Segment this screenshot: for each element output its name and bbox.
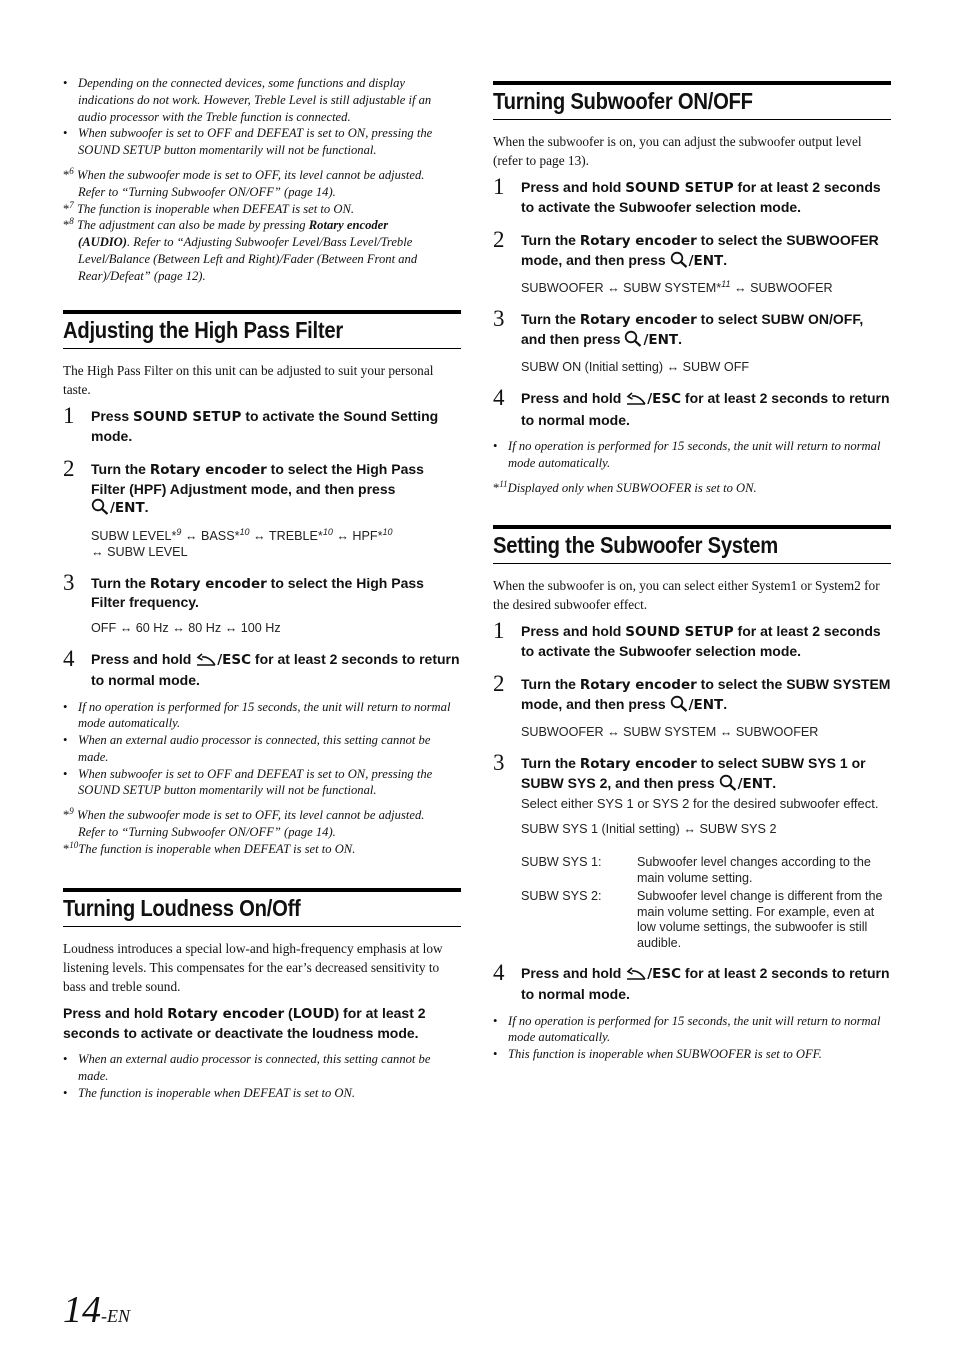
text: Turn the	[521, 755, 580, 771]
footnote-8-cont	[63, 234, 463, 284]
text: .	[723, 251, 728, 268]
section-subwoofer-system	[493, 525, 891, 1063]
footnote-mark-6: 6	[69, 165, 74, 176]
list-item: • When an external audio processor is connected, this setting cannot be made.	[63, 732, 461, 766]
arrow-icon: ↔	[253, 528, 266, 543]
mode-flow	[521, 724, 891, 740]
step-2	[493, 227, 891, 296]
text: Press and hold	[521, 623, 626, 639]
text: for at least 2 seconds to activate the Subwoofer selection mode.	[521, 623, 881, 659]
section-title: Turning Subwoofer ON/OFF	[493, 88, 753, 114]
flow-item: TREBLE*	[268, 528, 323, 543]
list-item: • When an external audio processor is connected, this setting cannot be made.	[63, 1051, 461, 1085]
page-number-value: 14	[63, 1289, 101, 1331]
return-icon	[625, 392, 647, 411]
text: to select SUBW ON/OFF, and then press	[521, 311, 864, 347]
flow-item: SUBW ON (Initial setting)	[521, 360, 664, 374]
search-icon	[624, 330, 643, 352]
section-high-pass-filter	[63, 310, 461, 858]
text: for at least 2 seconds to activate the Subwoofer selection mode.	[521, 179, 881, 215]
section-header	[493, 81, 891, 120]
table-key: SUBW SYS 1:	[521, 855, 602, 869]
footnote-bold: (AUDIO)	[78, 235, 127, 250]
step-3	[63, 569, 461, 636]
search-icon	[670, 695, 689, 717]
step-text	[91, 407, 461, 445]
flow-sup: 10	[322, 526, 333, 537]
text: Press and hold	[91, 650, 196, 667]
flow-item: SUBWOOFER	[521, 281, 604, 295]
step-number: 3	[493, 750, 505, 775]
step-text: Turn the Rotary encoder to select the High Pass Filter (HPF) Adjustment mode, and then press /ENT.	[91, 460, 461, 520]
flow-item: SUBWOOFER	[750, 281, 833, 295]
key-label: /ENT	[688, 252, 724, 269]
key-label: Rotary encoder	[149, 462, 267, 478]
top-bullet-list	[63, 75, 461, 159]
flow-item: HPF*	[352, 528, 383, 543]
text: Turn the	[521, 232, 580, 248]
step-1	[493, 174, 891, 216]
flow-item: SUBW LEVEL	[107, 544, 188, 559]
text: .	[772, 774, 777, 791]
step-4	[493, 385, 891, 429]
text: to select the High Pass Filter frequency.	[91, 574, 424, 610]
flow-sup: 9	[176, 526, 182, 537]
arrow-icon: ↔	[184, 528, 198, 543]
list-item: • This function is inoperable when SUBWOOFER is set to OFF.	[493, 1046, 891, 1063]
flow-sup: 10	[382, 526, 393, 537]
step-text	[521, 389, 891, 429]
search-icon	[91, 498, 110, 520]
step-text	[521, 178, 891, 216]
flow-item: SUBWOOFER	[521, 725, 604, 739]
section-title: Turning Loudness On/Off	[63, 895, 301, 921]
search-icon	[719, 774, 738, 796]
list-item: • If no operation is performed for 15 seconds, the unit will return to normal mode automatically.	[63, 699, 461, 733]
flow-item: SUBW SYS 2	[699, 822, 777, 836]
step-1	[493, 618, 891, 660]
text: for at least 2 seconds to return to normal mode.	[91, 650, 460, 688]
key-label: SOUND SETUP	[133, 409, 242, 425]
key-label: SOUND SETUP	[625, 180, 734, 196]
flow-sup: 11	[721, 278, 731, 289]
step-number: 2	[63, 456, 75, 481]
hpf-bullet-list	[63, 699, 461, 800]
return-icon	[625, 967, 647, 986]
loudness-instruction	[63, 1004, 461, 1043]
text: .	[678, 330, 683, 347]
hpf-footnotes	[63, 807, 461, 857]
text: Press	[91, 408, 134, 424]
footnote-text: The function is inoperable when DEFEAT is set to ON.	[76, 201, 355, 216]
footnote-8: *$^8$ The adjustment can also be made by pressing Rotary encoder	[63, 216, 389, 233]
step-number: 1	[63, 403, 75, 428]
section-title: Setting the Subwoofer System	[493, 532, 779, 558]
section-loudness	[63, 888, 461, 1101]
section-intro: When the subwoofer is on, you can adjust the subwoofer output level (refer to page 13).	[493, 134, 862, 168]
section-header	[493, 525, 891, 564]
step-number: 4	[63, 645, 75, 671]
flow-item: SUBW SYSTEM	[623, 725, 717, 739]
flow-item: 100 Hz	[240, 620, 281, 635]
mode-flow	[521, 821, 891, 837]
section-header	[63, 310, 461, 349]
text: Press and hold	[521, 964, 626, 981]
page-number-suffix: -EN	[101, 1306, 130, 1326]
arrow-icon: ↔	[172, 620, 185, 635]
arrow-icon: ↔	[607, 725, 620, 739]
key-label: /ESC	[647, 965, 682, 982]
arrow-icon: ↔	[607, 281, 620, 295]
footnote-mark-9: 9	[69, 806, 74, 817]
text: ) for at least 2 seconds to activate or deactivate the loudness mode.	[63, 1005, 426, 1041]
footnote-10: *$^{10}$The function is inoperable when DEFEAT is set to ON.	[63, 839, 356, 856]
text: Press and hold	[521, 179, 626, 195]
step-number: 3	[63, 569, 75, 595]
flow-sup: 10	[239, 526, 250, 537]
text: to select the SUBW SYSTEM mode, and then press	[521, 676, 891, 712]
step-text	[91, 574, 461, 612]
mode-flow	[91, 620, 461, 636]
key-label: SOUND SETUP	[625, 624, 734, 640]
flow-item: BASS*	[201, 528, 240, 543]
flow-item: SUBW SYSTEM*	[623, 281, 722, 295]
flow-item: SUBW LEVEL*	[91, 528, 177, 543]
flow-item: SUBW OFF	[682, 360, 750, 374]
return-icon	[195, 653, 217, 672]
footnote-7: *$^7$ The function is inoperable when DEFEAT is set to ON.	[63, 199, 355, 216]
text: .	[723, 695, 728, 712]
step-text	[521, 964, 891, 1004]
footnote-text: Refer to “Turning Subwoofer ON/OFF” (page 14).	[78, 184, 336, 199]
key-label: /ENT	[688, 696, 724, 713]
step-text	[521, 622, 891, 660]
text: (	[284, 1005, 293, 1021]
loudness-bullet-list	[63, 1051, 461, 1101]
footnote-text: Refer to “Turning Subwoofer ON/OFF” (page 14).	[78, 825, 336, 840]
key-label: /ESC	[217, 651, 252, 668]
list-item: • If no operation is performed for 15 seconds, the unit will return to normal mode automatically.	[493, 1013, 891, 1047]
flow-item: OFF	[91, 620, 117, 635]
key-label: Rotary encoder	[579, 233, 697, 249]
table-key: SUBW SYS 2:	[521, 889, 602, 904]
subwoofer-bullet-list	[493, 438, 891, 472]
footnote-text: The adjustment can also be made by pressing	[76, 218, 309, 233]
key-label: /ENT	[643, 331, 679, 348]
key-label: Rotary encoder	[579, 677, 697, 693]
footnote-text: When the subwoofer mode is set to OFF, its level cannot be adjusted.	[76, 808, 425, 823]
key-label: Rotary encoder	[167, 1006, 285, 1022]
footnote-mark-10: 10	[69, 839, 79, 850]
section-intro: Loudness introduces a special low-and high-frequency emphasis at low listening levels. This compensates for the ear’s decreased sensitivity to bass and treble sound.	[63, 941, 443, 994]
key-label: /ENT	[110, 500, 145, 516]
key-label: Rotary encoder	[579, 312, 697, 328]
key-label: Rotary encoder	[579, 756, 697, 772]
footnote-text: Displayed only when SUBWOOFER is set to ON.	[507, 480, 757, 495]
text: to select the SUBWOOFER mode, and then press	[521, 232, 879, 268]
section-header	[63, 888, 461, 927]
step-number: 4	[493, 959, 505, 985]
step-number: 1	[493, 618, 505, 643]
key-label: LOUD	[292, 1006, 335, 1022]
footnote-text: The function is inoperable when DEFEAT is set to ON.	[78, 841, 356, 856]
mode-flow	[521, 359, 891, 375]
text: to select the High Pass Filter (HPF) Adjustment mode, and then press	[91, 461, 424, 497]
section-subwoofer-onoff	[493, 81, 891, 496]
step-number: 2	[493, 671, 505, 696]
footnote-text: When the subwoofer mode is set to OFF, its level cannot be adjusted.	[76, 168, 425, 182]
step-number: 1	[493, 174, 505, 199]
system-bullet-list	[493, 1013, 891, 1063]
top-footnotes	[63, 167, 463, 285]
list-item: • When subwoofer is set to OFF and DEFEAT is set to ON, pressing the SOUND SETUP button momentarily will not be functional.	[63, 125, 461, 159]
step-text	[521, 675, 891, 716]
flow-item: SUBW SYS 1 (Initial setting)	[521, 822, 680, 836]
text: for at least 2 seconds to return to normal mode.	[521, 390, 890, 428]
list-item: • The function is inoperable when DEFEAT is set to ON.	[63, 1085, 461, 1102]
text: for at least 2 seconds to return to normal mode.	[521, 964, 890, 1003]
footnote-text: . Refer to “Adjusting Subwoofer Level/Bass Level/Treble Level/Balance (Between Left and Right)/Fader (Between Front and Rear)/Defeat” (page 12).	[78, 235, 418, 283]
step-4	[493, 959, 891, 1004]
step-number: 3	[493, 306, 505, 331]
search-icon	[670, 251, 689, 273]
step-4	[63, 645, 461, 690]
text: Press and hold	[63, 1005, 168, 1021]
table-row	[521, 855, 891, 886]
key-label: /ESC	[647, 391, 682, 407]
step-number: 4	[493, 385, 505, 410]
step-2	[63, 456, 461, 560]
arrow-icon: ↔	[719, 725, 733, 739]
list-item: • When subwoofer is set to OFF and DEFEAT is set to ON, pressing the SOUND SETUP button momentarily will not be functional.	[63, 766, 461, 800]
mode-flow	[521, 280, 891, 296]
step-text	[521, 310, 891, 351]
arrow-icon: ↔	[119, 620, 133, 635]
flow-item: 80 Hz	[188, 620, 222, 635]
subwoofer-footnotes	[493, 480, 891, 497]
footnote-mark-8: 8	[69, 216, 74, 227]
step-2	[493, 671, 891, 740]
arrow-icon: ↔	[336, 528, 349, 543]
text: Turn the	[91, 574, 150, 591]
text: Turn the	[521, 311, 580, 327]
footnote-mark-11: 11	[499, 478, 508, 489]
page-number	[63, 1288, 130, 1332]
section-intro: The High Pass Filter on this unit can be adjusted to suit your personal taste.	[63, 363, 434, 397]
section-title: Adjusting the High Pass Filter	[63, 317, 343, 343]
footnote-9: *$^9$ When the subwoofer mode is set to OFF, its level cannot be adjusted.	[63, 806, 425, 823]
step-number: 2	[493, 227, 505, 252]
text: to select SUBW SYS 1 or SUBW SYS 2, and then press	[521, 755, 866, 791]
footnote-mark-7: 7	[69, 199, 74, 210]
flow-item: SUBWOOFER	[735, 725, 819, 739]
table-value: Subwoofer level change is different from the main volume setting. For example, even at low volume settings, the subwoofer is still audible.	[637, 889, 883, 950]
key-label: /ENT	[737, 775, 773, 792]
text: Turn the	[521, 676, 580, 692]
mode-flow	[91, 528, 461, 560]
arrow-icon: ↔	[224, 620, 238, 635]
footnote-bold: Rotary encoder	[308, 218, 389, 233]
arrow-icon: ↔	[666, 360, 680, 374]
arrow-icon: ↔	[91, 544, 104, 559]
table-value: Subwoofer level changes according to the main volume setting.	[637, 855, 871, 885]
section-intro: When the subwoofer is on, you can select either System1 or System2 for the desired subwoofer effect.	[493, 578, 880, 612]
text: Turn the	[91, 461, 150, 477]
step-3	[493, 750, 891, 952]
step-3	[493, 306, 891, 375]
arrow-icon: ↔	[733, 281, 747, 295]
text: Press and hold	[521, 390, 626, 406]
table-row	[521, 889, 891, 951]
step-1	[63, 403, 461, 445]
key-label: Rotary encoder	[149, 575, 267, 592]
footnote-11: *$^{11}$Displayed only when SUBWOOFER is set to ON.	[493, 478, 757, 495]
text: to activate the Sound Setting mode.	[91, 408, 439, 444]
list-item: • If no operation is performed for 15 seconds, the unit will return to normal mode automatically.	[493, 438, 891, 472]
step-text	[521, 231, 891, 272]
arrow-icon: ↔	[683, 822, 696, 836]
footnote-6: *$^6$ When the subwoofer mode is set to OFF, its level cannot be adjusted.	[63, 165, 425, 182]
system-table	[521, 855, 891, 952]
step-description: Select either SYS 1 or SYS 2 for the desired subwoofer effect.	[521, 796, 879, 811]
step-text	[91, 650, 461, 690]
step-text	[521, 754, 891, 795]
flow-item: 60 Hz	[135, 620, 169, 635]
list-item: • Depending on the connected devices, some functions and display indications do not work. However, Treble Level is still adjustable if an audio processor with the Treble function is connected.	[63, 75, 461, 125]
